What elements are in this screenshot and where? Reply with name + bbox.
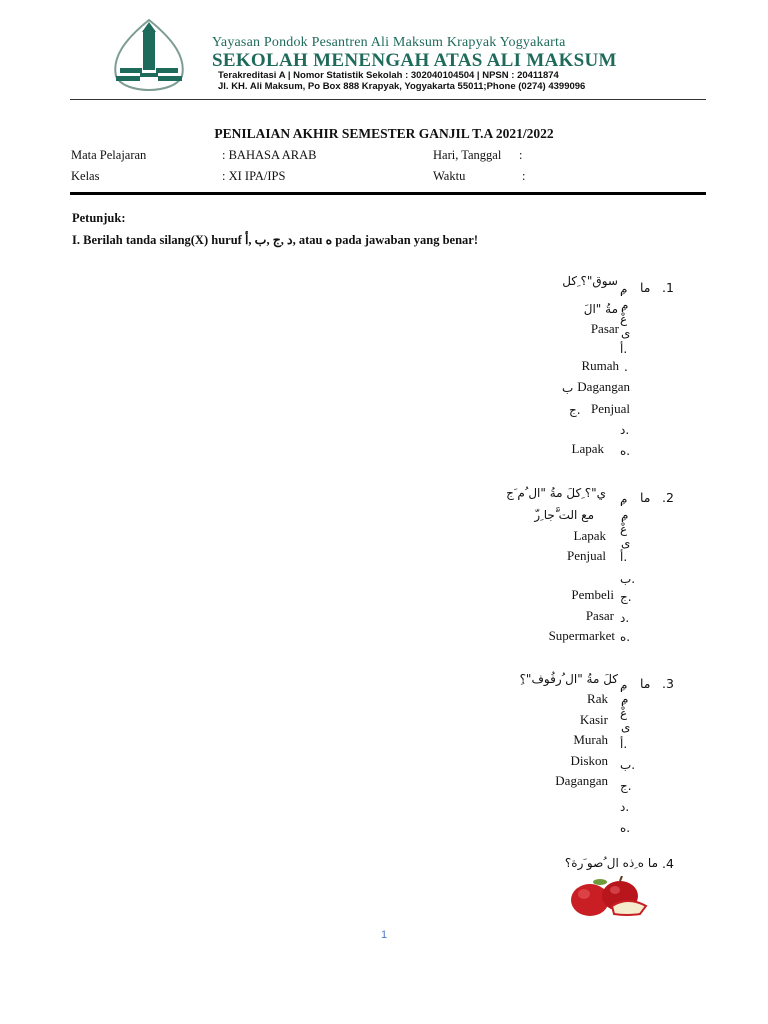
question-2-letter: ب.	[620, 572, 636, 586]
question-3-letter: د.	[620, 800, 630, 814]
question-3-option-e[interactable]: Dagangan	[555, 773, 608, 788]
question-2-number: .2	[662, 490, 674, 505]
question-3-option-a[interactable]: Rak	[587, 691, 608, 706]
class-value: : XI IPA/IPS	[222, 169, 286, 183]
time-value: :	[522, 169, 526, 183]
question-3-letter: ه.	[620, 821, 631, 835]
question-3-letter: ِم	[621, 692, 629, 706]
question-1-letter: ِم	[621, 298, 629, 312]
question-4-number: .4	[662, 856, 674, 871]
day-date-label: Hari, Tanggal	[433, 148, 502, 162]
question-3-letter: ى	[621, 720, 631, 734]
question-1-option-a[interactable]: Pasar	[590, 321, 619, 336]
question-3-letter: ِم	[620, 678, 628, 692]
question-1-prompt-start: ما	[640, 280, 651, 295]
question-1-number: .1	[662, 280, 674, 295]
question-2-letter: أ.	[620, 550, 628, 564]
question-2-option-d[interactable]: Pasar	[585, 608, 614, 623]
question-3-option-b[interactable]: Kasir	[579, 712, 608, 727]
day-date-value: :	[519, 148, 523, 162]
school-name: SEKOLAH MENENGAH ATAS ALI MAKSUM	[212, 50, 617, 71]
question-1-letter: .	[624, 360, 628, 374]
question-1-prompt: سوق"؟ ِكل	[562, 274, 618, 288]
question-2-letter: د.	[620, 611, 630, 625]
question-2-prompt-start: ما	[640, 490, 651, 505]
exam-title: PENILAIAN AKHIR SEMESTER GANJIL T.A 2021/2022	[214, 126, 554, 141]
question-3-option-c[interactable]: Murah	[573, 732, 608, 747]
header-divider	[70, 99, 706, 100]
foundation-name: Yayasan Pondok Pesantren Ali Maksum Krapyak Yogyakarta	[212, 35, 566, 50]
question-1-option-e[interactable]: Lapak	[571, 441, 604, 456]
question-1-letter: ْع	[620, 312, 628, 326]
question-3-prompt: ِكلَ مةُ "ال ُرفُوف"؟	[519, 672, 618, 686]
question-2-option-e[interactable]: Supermarket	[548, 628, 615, 643]
class-label: Kelas	[71, 169, 100, 183]
question-2-option-a[interactable]: Lapak	[573, 528, 606, 543]
question-2-letter: ه.	[620, 630, 631, 644]
question-2-prompt: ي"؟ ِكلَ مةُ "ال ُم َج	[506, 486, 606, 500]
question-2-letter: ى	[621, 536, 631, 550]
instructions-title: Petunjuk:	[72, 211, 126, 225]
subject-value: : BAHASA ARAB	[222, 148, 317, 162]
question-2-option-b[interactable]: Penjual	[567, 548, 606, 563]
page-number: 1	[380, 929, 388, 941]
subject-label: Mata Pelajaran	[71, 148, 147, 162]
question-1-letter: ب	[562, 381, 574, 395]
question-2-letter: ِم	[621, 508, 629, 522]
question-1-option-c[interactable]: Dagangan	[577, 379, 630, 394]
question-2-letter: ْع	[620, 522, 628, 536]
time-label: Waktu	[433, 169, 466, 183]
question-1-option-b[interactable]: Rumah	[581, 358, 619, 373]
instructions-line: I. Berilah tanda silang(X) huruf د ,ج ,ب ,أ, atau ه pada jawaban yang benar!	[72, 233, 479, 247]
question-3-letter: ْع	[620, 706, 628, 720]
question-1-option-d[interactable]: Penjual	[591, 401, 630, 416]
question-3-prompt-start: ما	[640, 676, 651, 691]
question-1-letter: ِم	[620, 282, 628, 296]
question-2-letter: ج.	[620, 590, 632, 604]
question-2-prompt-line2: ّمع الت َّجا ِر	[534, 508, 594, 522]
question-3-option-d[interactable]: Diskon	[570, 753, 608, 768]
question-1-letter: ج.	[569, 403, 581, 417]
info-divider	[70, 192, 706, 195]
question-1-prompt-line2: َمةُ "ال	[583, 302, 618, 316]
question-3-number: .3	[662, 676, 674, 691]
school-logo	[106, 18, 192, 92]
question-1-letter: ى	[621, 326, 631, 340]
question-3-letter: ب.	[620, 758, 636, 772]
question-4-prompt: ما ه ِذه ال ُصو َرة؟	[564, 856, 658, 870]
question-1-letter: د.	[620, 423, 630, 437]
address-line: Jl. KH. Ali Maksum, Po Box 888 Krapyak, Yogyakarta 55011;Phone (0274) 4399096	[218, 81, 586, 92]
question-1-letter: أ.	[620, 342, 628, 356]
accreditation-line: Terakreditasi A | Nomor Statistik Sekolah : 302040104504 | NPSN : 20411874	[218, 70, 559, 81]
apples-image	[570, 876, 648, 916]
question-2-letter: ِم	[620, 492, 628, 506]
question-1-letter: ه.	[620, 444, 631, 458]
question-3-letter: ج.	[620, 779, 632, 793]
question-2-option-c[interactable]: Pembeli	[571, 587, 614, 602]
question-3-letter: أ.	[620, 737, 628, 751]
